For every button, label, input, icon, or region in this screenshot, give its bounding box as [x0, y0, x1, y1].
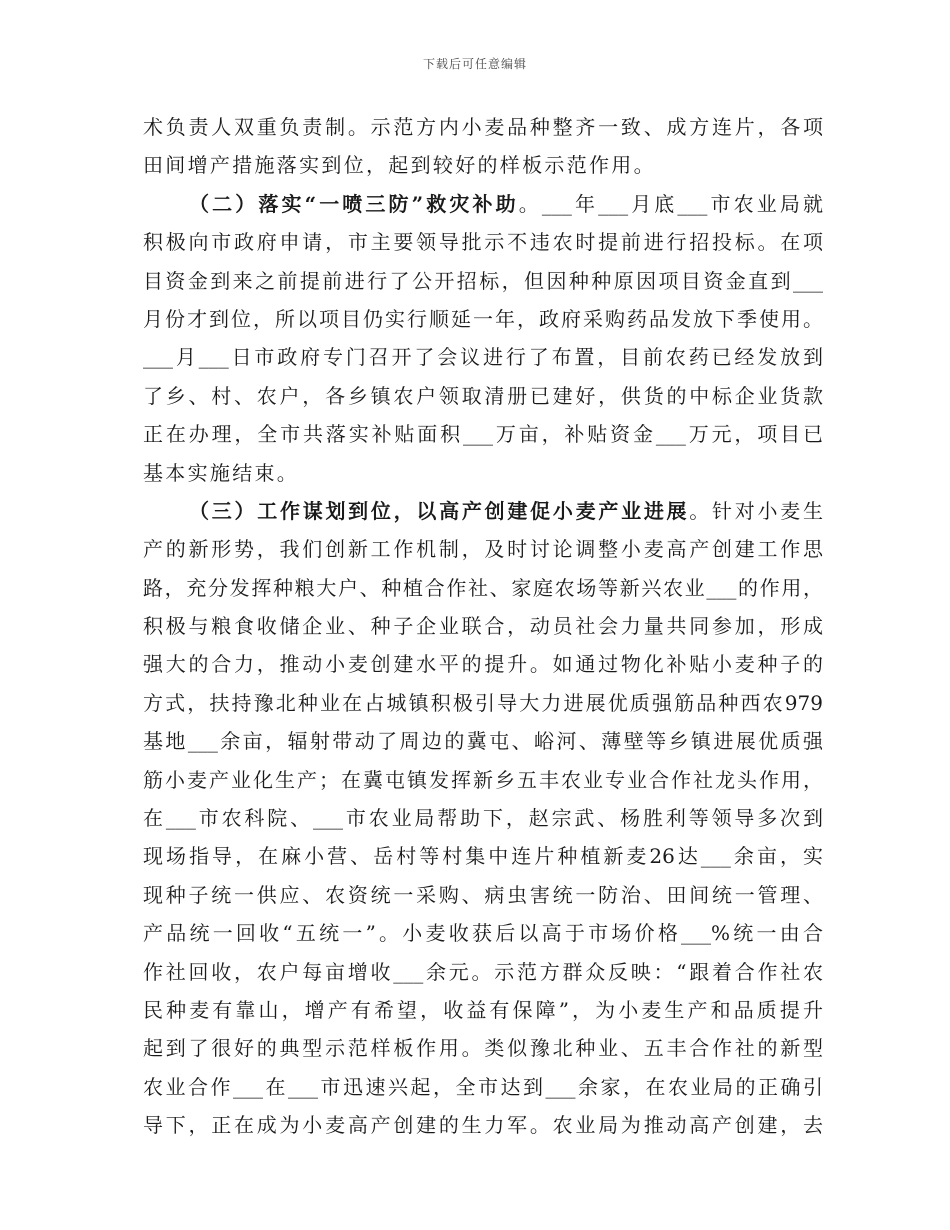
section-heading-line: [143, 492, 823, 530]
paragraph-line: 方式，扶持豫北种业在占城镇积极引导大力进展优质强筋品种西农979: [143, 690, 823, 715]
paragraph-line: 术负责人双重负责制。示范方内小麦品种整齐一致、成方连片，各项: [143, 115, 823, 139]
paragraph-line: 基本实施结束。: [143, 460, 300, 485]
paragraph-line: 基地___余亩，辐射带动了周边的冀屯、峪河、薄壁等乡镇进展优质强: [143, 729, 823, 754]
paragraph-line: 民种麦有靠山，增产有希望，收益有保障”，为小麦生产和品质提升: [143, 997, 823, 1022]
paragraph-line: 产品统一回收“五统一”。小麦收获后以高于市场价格___%统一由合: [143, 921, 823, 946]
paragraph-line: 了乡、村、农户，各乡镇农户领取清册已建好，供货的中标企业货款: [143, 383, 823, 408]
page-header: 下载后可任意编辑: [422, 57, 527, 71]
paragraph-line: 在___市农科院、___市农业局帮助下，赵宗武、杨胜利等领导多次到: [143, 806, 823, 831]
paragraph-line: 田间增产措施落实到位，起到较好的样板示范作用。: [143, 153, 656, 178]
paragraph-text: 。针对小麦生: [689, 498, 824, 523]
paragraph-line: 强大的合力，推动小麦创建水平的提升。如通过物化补贴小麦种子的: [143, 652, 823, 677]
paragraph-line: 起到了很好的典型示范样板作用。类似豫北种业、五丰合作社的新型: [143, 1036, 823, 1061]
paragraph-line: 路，充分发挥种粮大户、种植合作社、家庭农场等新兴农业___的作用，: [143, 575, 823, 600]
section-heading: （二）落实“一喷三防”救灾补助: [189, 191, 519, 216]
paragraph-line: 现种子统一供应、农资统一采购、病虫害统一防治、田间统一管理、: [143, 882, 823, 907]
paragraph-line: 现场指导，在麻小营、岳村等村集中连片种植新麦26达___余亩，实: [143, 844, 823, 869]
paragraph-line: 筋小麦产业化生产；在冀屯镇发挥新乡五丰农业专业合作社龙头作用，: [143, 767, 823, 792]
paragraph-text: 。___年___月底___市农业局就: [518, 191, 823, 216]
paragraph-line: 产的新形势，我们创新工作机制，及时讨论调整小麦高产创建工作思: [143, 537, 823, 562]
paragraph-line: 月份才到位，所以项目仍实行顺延一年，政府采购药品发放下季使用。: [143, 306, 823, 331]
paragraph-line: 积极与粮食收储企业、种子企业联合，动员社会力量共同参加，形成: [143, 614, 823, 639]
paragraph-line: ___月___日市政府专门召开了会议进行了布置，目前农药已经发放到: [143, 345, 823, 370]
paragraph-line: 作社回收，农户每亩增收___余元。示范方群众反映：“跟着合作社农: [143, 959, 823, 984]
section-heading: （三）工作谋划到位，以高产创建促小麦产业进展: [189, 498, 690, 523]
paragraph-line: 积极向市政府申请，市主要领导批示不违农时提前进行招投标。在项: [143, 230, 823, 255]
document-body: [143, 108, 823, 1145]
paragraph-line: 农业合作___在___市迅速兴起，全市达到___余家，在农业局的正确引: [143, 1074, 823, 1099]
paragraph-line: 正在办理，全市共落实补贴面积___万亩，补贴资金___万元，项目已: [143, 422, 823, 447]
section-heading-line: [143, 185, 823, 223]
paragraph-line: 导下，正在成为小麦高产创建的生力军。农业局为推动高产创建，去: [143, 1113, 823, 1138]
paragraph-line: 目资金到来之前提前进行了公开招标，但因种种原因项目资金直到___: [143, 268, 823, 293]
